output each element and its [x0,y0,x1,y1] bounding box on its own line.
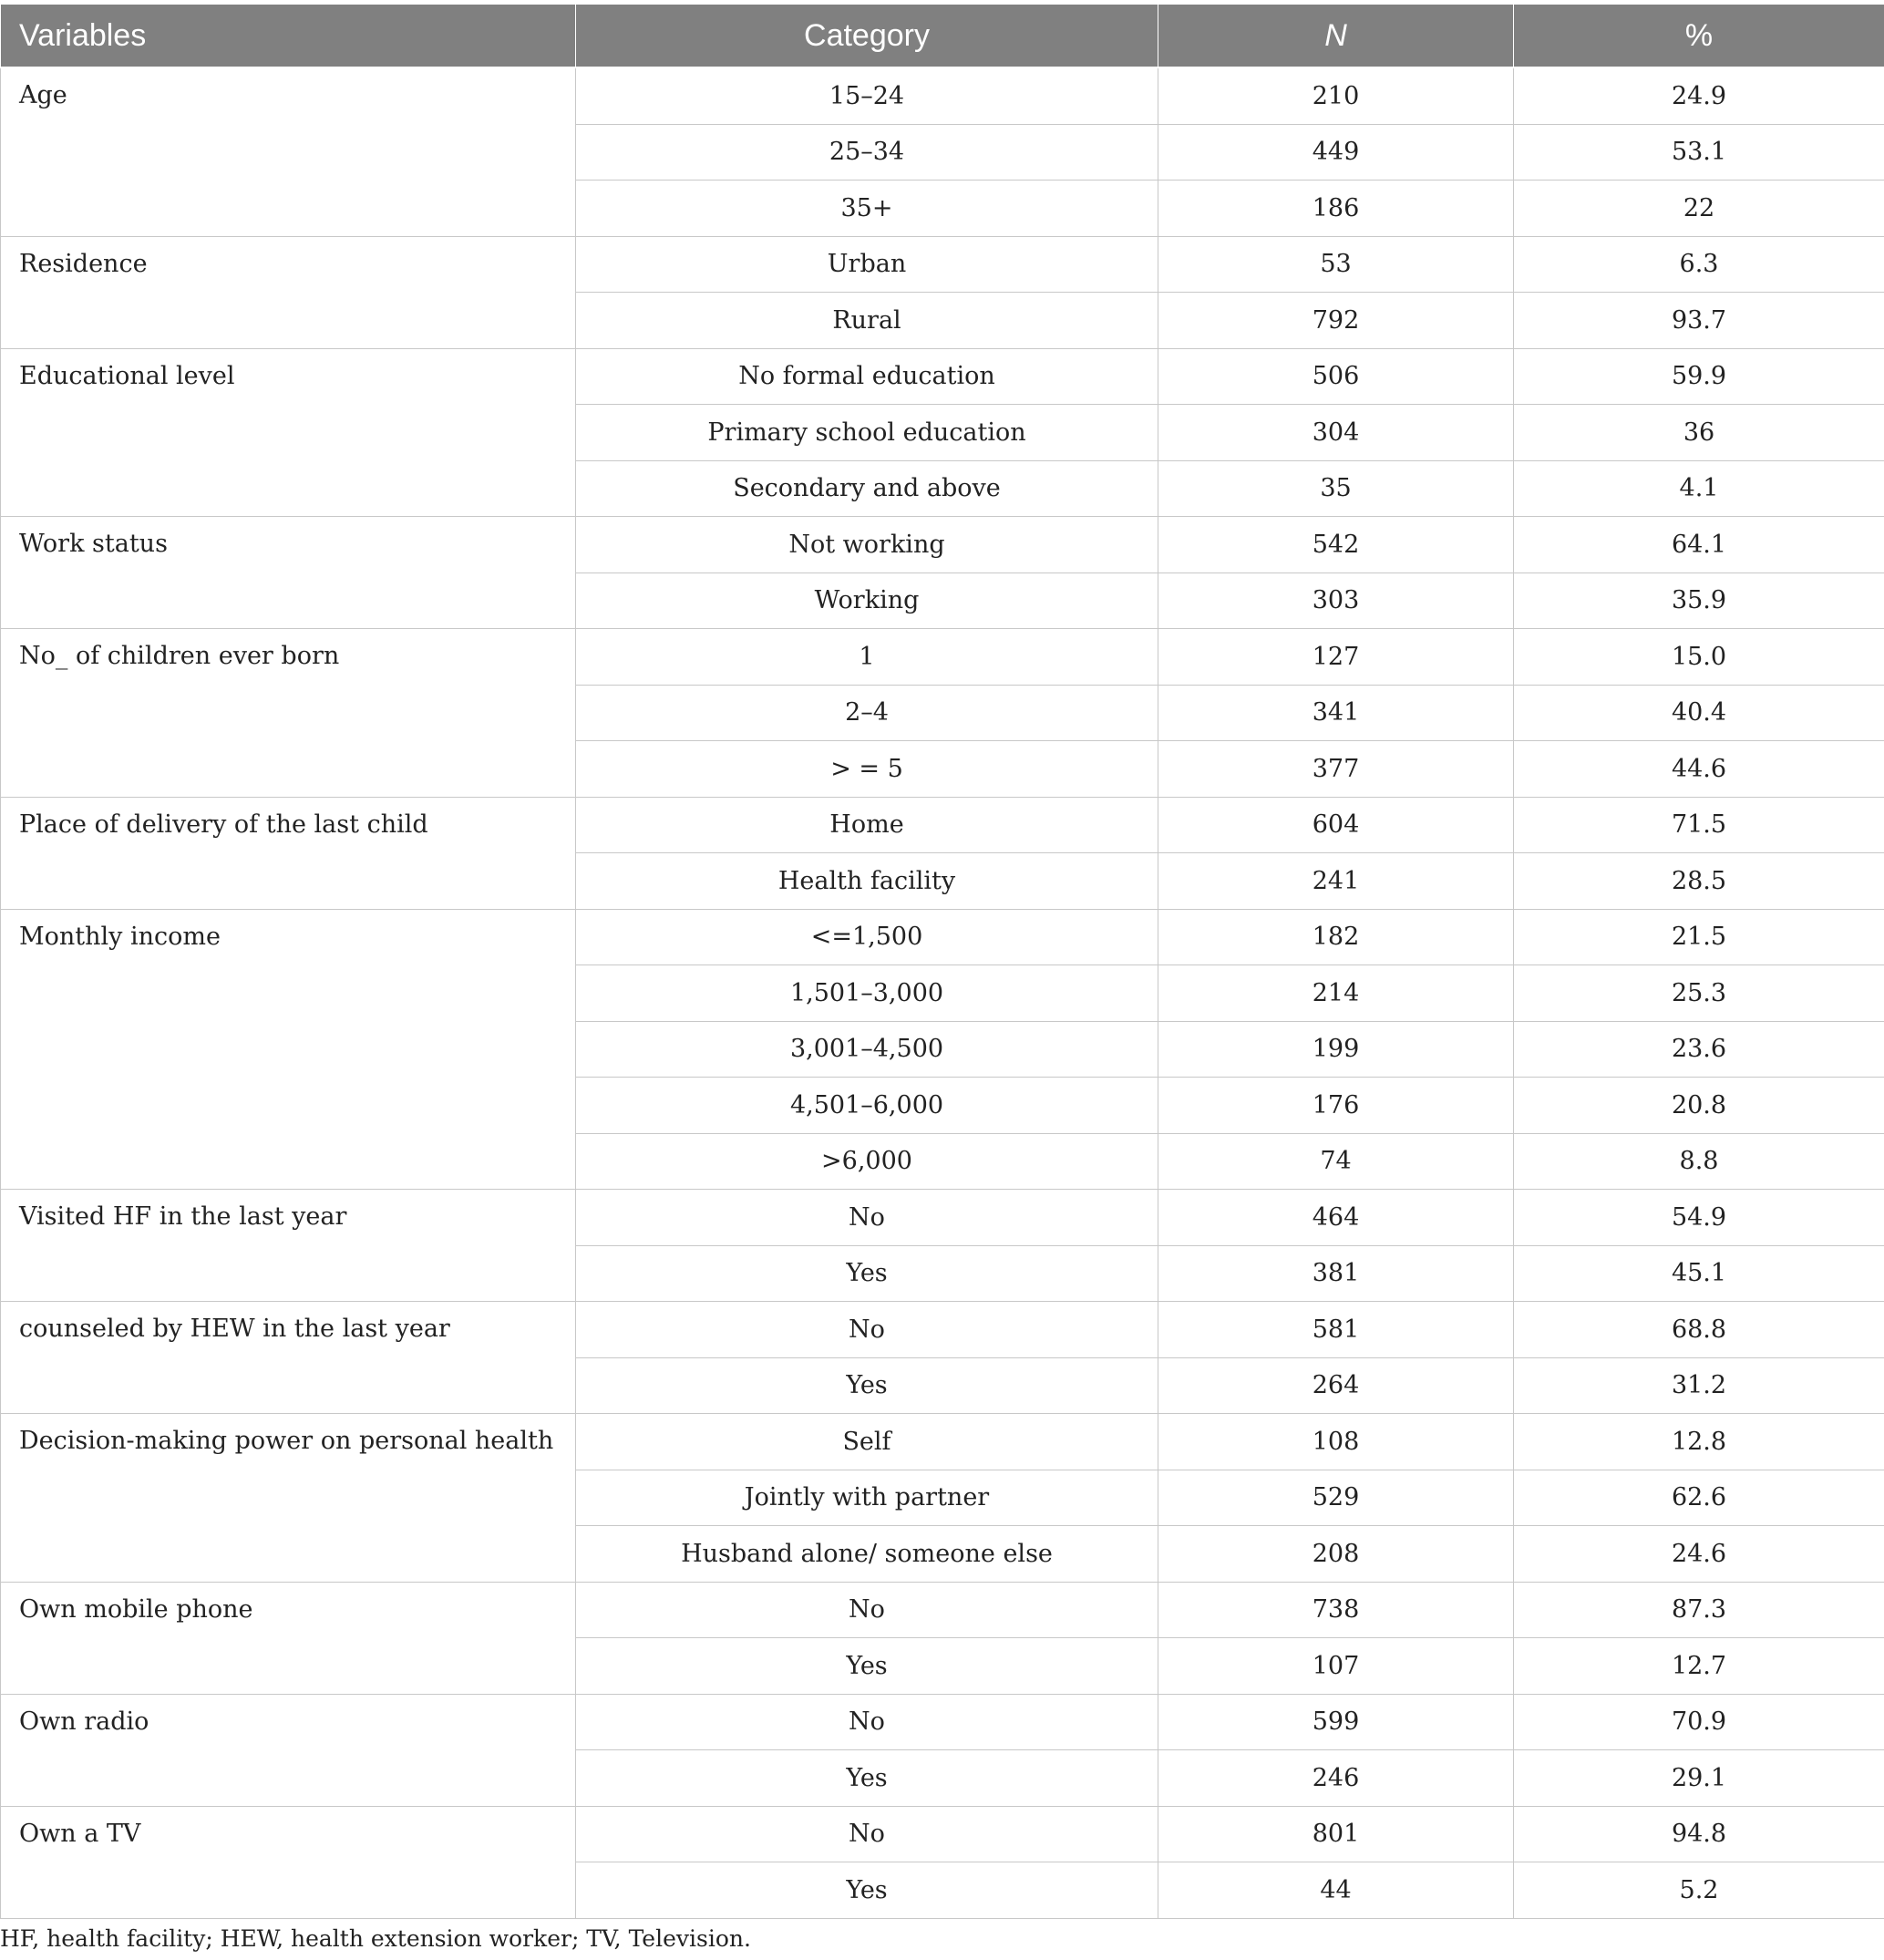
table-row [1,1694,1884,1750]
category-cell: Working [576,573,1158,629]
category-cell: Yes [576,1750,1158,1807]
category-cell: <=1,500 [576,909,1158,965]
header-category: Category [576,5,1158,68]
header-percent: % [1514,5,1884,68]
category-cell: Urban [576,236,1158,293]
percent-cell: 23.6 [1514,1021,1884,1078]
n-cell: 792 [1158,293,1514,349]
category-cell: > = 5 [576,741,1158,798]
percent-cell: 94.8 [1514,1806,1884,1862]
percent-cell: 5.2 [1514,1862,1884,1919]
table-row [1,1806,1884,1862]
variable-cell: counseled by HEW in the last year [1,1302,576,1414]
n-cell: 303 [1158,573,1514,629]
table-row [1,909,1884,965]
n-cell: 581 [1158,1302,1514,1358]
n-cell: 377 [1158,741,1514,798]
variable-cell: Age [1,67,576,236]
n-cell: 246 [1158,1750,1514,1807]
percent-cell: 36 [1514,405,1884,461]
n-cell: 35 [1158,460,1514,517]
percent-cell: 54.9 [1514,1190,1884,1246]
percent-cell: 44.6 [1514,741,1884,798]
category-cell: Not working [576,517,1158,573]
category-cell: 2–4 [576,685,1158,741]
category-cell: 4,501–6,000 [576,1078,1158,1134]
table-footnote: HF, health facility; HEW, health extension worker; TV, Television. [0,1925,751,1952]
category-cell: No [576,1190,1158,1246]
n-cell: 74 [1158,1133,1514,1190]
category-cell: Yes [576,1638,1158,1695]
percent-cell: 35.9 [1514,573,1884,629]
percent-cell: 40.4 [1514,685,1884,741]
n-cell: 107 [1158,1638,1514,1695]
header-variables: Variables [1,5,576,68]
category-cell: No [576,1806,1158,1862]
table-row [1,236,1884,293]
variable-cell: Work status [1,517,576,629]
n-cell: 214 [1158,965,1514,1022]
category-cell: Husband alone/ someone else [576,1526,1158,1583]
table-body [1,67,1884,1918]
n-cell: 381 [1158,1245,1514,1302]
category-cell: Secondary and above [576,460,1158,517]
header-n: N [1158,5,1514,68]
category-cell: 1,501–3,000 [576,965,1158,1022]
variable-cell: Visited HF in the last year [1,1190,576,1302]
n-cell: 210 [1158,67,1514,124]
percent-cell: 15.0 [1514,629,1884,686]
variable-cell: Own mobile phone [1,1582,576,1694]
table-row [1,67,1884,124]
percent-cell: 4.1 [1514,460,1884,517]
n-cell: 449 [1158,124,1514,181]
n-cell: 529 [1158,1470,1514,1526]
category-cell: 25–34 [576,124,1158,181]
percent-cell: 12.8 [1514,1414,1884,1470]
percent-cell: 24.9 [1514,67,1884,124]
category-cell: Self [576,1414,1158,1470]
n-cell: 199 [1158,1021,1514,1078]
category-cell: No formal education [576,348,1158,405]
category-cell: 1 [576,629,1158,686]
n-cell: 801 [1158,1806,1514,1862]
percent-cell: 87.3 [1514,1582,1884,1638]
header-row [1,5,1884,68]
n-cell: 542 [1158,517,1514,573]
percent-cell: 21.5 [1514,909,1884,965]
table-row [1,1414,1884,1470]
variable-cell: Educational level [1,348,576,517]
percent-cell: 20.8 [1514,1078,1884,1134]
percent-cell: 68.8 [1514,1302,1884,1358]
variable-cell: Place of delivery of the last child [1,797,576,909]
category-cell: Yes [576,1862,1158,1919]
n-cell: 464 [1158,1190,1514,1246]
n-cell: 604 [1158,797,1514,853]
table-row [1,1302,1884,1358]
n-cell: 241 [1158,853,1514,910]
percent-cell: 59.9 [1514,348,1884,405]
table-row [1,1190,1884,1246]
n-cell: 53 [1158,236,1514,293]
n-cell: 127 [1158,629,1514,686]
table-row [1,629,1884,686]
percent-cell: 25.3 [1514,965,1884,1022]
n-cell: 506 [1158,348,1514,405]
percent-cell: 8.8 [1514,1133,1884,1190]
variable-cell: Own a TV [1,1806,576,1918]
n-cell: 186 [1158,181,1514,237]
table-row [1,1582,1884,1638]
percent-cell: 24.6 [1514,1526,1884,1583]
percent-cell: 62.6 [1514,1470,1884,1526]
category-cell: Home [576,797,1158,853]
percent-cell: 22 [1514,181,1884,237]
percent-cell: 31.2 [1514,1357,1884,1414]
data-table-container [0,4,1884,1919]
percent-cell: 6.3 [1514,236,1884,293]
category-cell: 35+ [576,181,1158,237]
percent-cell: 70.9 [1514,1694,1884,1750]
percent-cell: 64.1 [1514,517,1884,573]
category-cell: Yes [576,1357,1158,1414]
percent-cell: 93.7 [1514,293,1884,349]
category-cell: Health facility [576,853,1158,910]
variable-cell: Decision-making power on personal health [1,1414,576,1583]
n-cell: 108 [1158,1414,1514,1470]
percent-cell: 45.1 [1514,1245,1884,1302]
category-cell: 3,001–4,500 [576,1021,1158,1078]
table-row [1,517,1884,573]
n-cell: 738 [1158,1582,1514,1638]
percent-cell: 53.1 [1514,124,1884,181]
percent-cell: 28.5 [1514,853,1884,910]
table-row [1,348,1884,405]
category-cell: Yes [576,1245,1158,1302]
n-cell: 176 [1158,1078,1514,1134]
percent-cell: 71.5 [1514,797,1884,853]
category-cell: No [576,1694,1158,1750]
percent-cell: 29.1 [1514,1750,1884,1807]
category-cell: Rural [576,293,1158,349]
variable-cell: Monthly income [1,909,576,1190]
table-row [1,797,1884,853]
percent-cell: 12.7 [1514,1638,1884,1695]
category-cell: Jointly with partner [576,1470,1158,1526]
variable-cell: No_ of children ever born [1,629,576,798]
n-cell: 599 [1158,1694,1514,1750]
n-cell: 208 [1158,1526,1514,1583]
category-cell: >6,000 [576,1133,1158,1190]
n-cell: 264 [1158,1357,1514,1414]
n-cell: 182 [1158,909,1514,965]
category-cell: Primary school education [576,405,1158,461]
characteristics-table [0,4,1884,1919]
category-cell: 15–24 [576,67,1158,124]
category-cell: No [576,1582,1158,1638]
n-cell: 341 [1158,685,1514,741]
n-cell: 304 [1158,405,1514,461]
variable-cell: Own radio [1,1694,576,1806]
category-cell: No [576,1302,1158,1358]
table-header [1,5,1884,68]
n-cell: 44 [1158,1862,1514,1919]
variable-cell: Residence [1,236,576,348]
